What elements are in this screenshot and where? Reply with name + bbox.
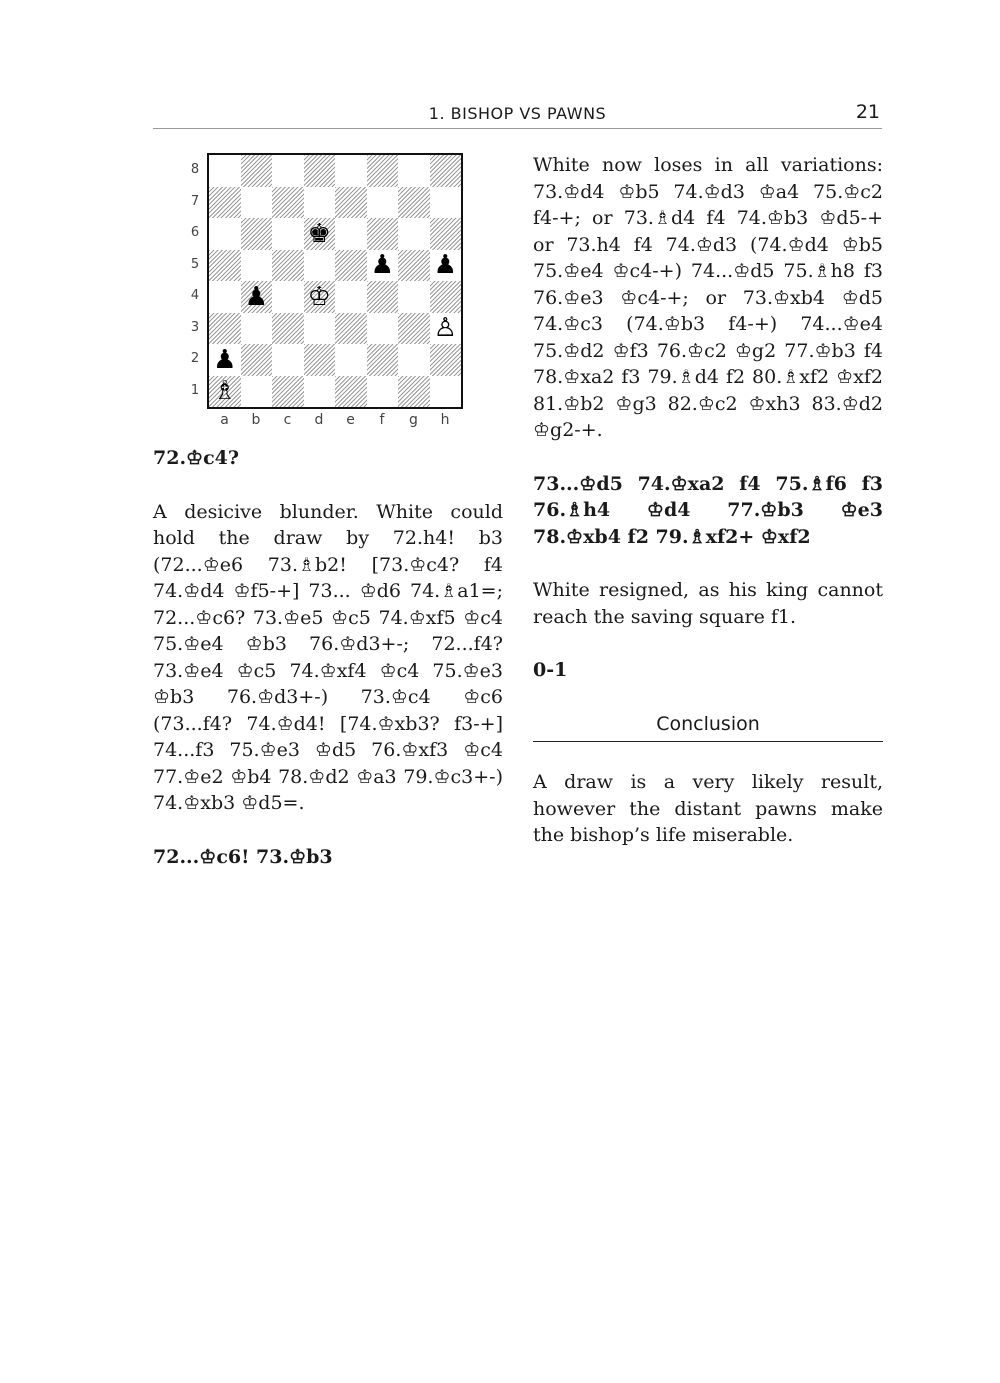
square-c7 (272, 187, 304, 219)
square-f6 (367, 218, 399, 250)
square-a1 (209, 376, 241, 408)
square-h8 (430, 155, 462, 187)
square-g1 (398, 376, 430, 408)
rank-label-8: 8 (190, 162, 200, 177)
square-d3 (304, 313, 336, 345)
square-e7 (335, 187, 367, 219)
piece-h5: ♟ (433, 250, 457, 281)
annotation-paragraph: A desicive blunder. White could hold the draw by 72.h4! b3 (72...♔e6 73.♗b2! [73.♔c4? f4 74.♔d4 ♔f5-+] 73... ♔d6 74.♗a1=; 72...♔c6? 73.♔e5 ♔c5 74.♔xf5 ♔c4 75.♔e4 ♔b3 76.♔d3+-; 72...f4? 73.♔e4 ♔c5 74.♔xf4 ♔c4 75.♔e3 ♔b3 76.♔d3+-) 73.♔c4 ♔c6 (73...f4? 74.♔d4! [74.♔xb3? f3-+] 74...f3 75.♔e3 ♔d5 76.♔xf3 ♔c4 77.♔e2 ♔b4 78.♔d2 ♔a3 79.♔c3+-) 74.♔xb3 ♔d5=. (153, 500, 503, 814)
square-g4 (398, 281, 430, 313)
square-c2 (272, 344, 304, 376)
rank-label-6: 6 (190, 225, 200, 240)
square-b7 (241, 187, 273, 219)
conclusion-text: A draw is a very likely result, however the distant pawns make the bishop’s life miserable. (533, 771, 883, 846)
rank-label-4: 4 (190, 288, 200, 303)
right-column (533, 152, 883, 849)
square-g3 (398, 313, 430, 345)
square-e8 (335, 155, 367, 187)
rank-label-3: 3 (190, 319, 200, 335)
piece-a2: ♟ (213, 344, 237, 375)
square-b5 (241, 250, 273, 282)
square-e3 (335, 313, 367, 345)
piece-f5: ♟ (370, 250, 394, 281)
main-line-moves: 73...♔d5 74.♔xa2 f4 75.♗f6 f3 76.♗h4 ♔d4 77.♔b3 ♔e3 78.♔xb4 f2 79.♗xf2+ ♔xf2 (533, 472, 883, 548)
square-f8 (367, 155, 399, 187)
square-h2 (430, 344, 462, 376)
square-f3 (367, 313, 399, 345)
file-label-g: g (409, 412, 418, 428)
file-label-c: c (283, 412, 292, 428)
square-d7 (304, 187, 336, 219)
move-72-black: 72...♔c6! 73.♔b3 (153, 845, 333, 868)
square-h6 (430, 218, 462, 250)
file-label-e: e (346, 412, 355, 428)
piece-d4: ♔ (307, 281, 331, 312)
page-number: 21 (855, 101, 880, 123)
piece-b4: ♟ (244, 281, 268, 312)
square-g8 (398, 155, 430, 187)
square-b2 (241, 344, 273, 376)
square-g6 (398, 218, 430, 250)
rank-label-2: 2 (190, 351, 200, 366)
piece-d6: ♚ (307, 218, 331, 249)
file-label-f: f (379, 412, 385, 428)
square-g5 (398, 250, 430, 282)
rank-label-1: 1 (190, 382, 200, 398)
square-d5 (304, 250, 336, 282)
square-f1 (367, 376, 399, 408)
square-b1 (241, 376, 273, 408)
square-a6 (209, 218, 241, 250)
square-f7 (367, 187, 399, 219)
square-c3 (272, 313, 304, 345)
file-label-h: h (440, 412, 450, 428)
square-b4 (241, 281, 273, 313)
square-c8 (272, 155, 304, 187)
file-label-b: b (251, 412, 261, 428)
file-label-d: d (314, 412, 324, 428)
square-d6 (304, 218, 336, 250)
square-d2 (304, 344, 336, 376)
square-d8 (304, 155, 336, 187)
square-a2 (209, 344, 241, 376)
square-e5 (335, 250, 367, 282)
square-h1 (430, 376, 462, 408)
square-c6 (272, 218, 304, 250)
square-e1 (335, 376, 367, 408)
square-e2 (335, 344, 367, 376)
square-d4 (304, 281, 336, 313)
square-b6 (241, 218, 273, 250)
square-a3 (209, 313, 241, 345)
square-c4 (272, 281, 304, 313)
square-b3 (241, 313, 273, 345)
move-72-white: 72.♔c4? (153, 447, 240, 469)
square-f5 (367, 250, 399, 282)
square-a5 (209, 250, 241, 282)
square-a4 (209, 281, 241, 313)
square-h4 (430, 281, 462, 313)
square-e6 (335, 218, 367, 250)
square-g7 (398, 187, 430, 219)
running-header (153, 100, 882, 129)
variations-paragraph: White now loses in all variations: 73.♔d4 ♔b5 74.♔d3 ♔a4 75.♔c2 f4-+; or 73.♗d4 f4 74.♔b3 ♔d5-+ or 73.h4 f4 74.♔d3 (74.♔d4 ♔b5 75.♔e4 ♔c4-+) 74...♔d5 75.♗h8 f3 76.♔e3 ♔c4-+; or 73.♔xb4 ♔d5 74.♔c3 (74.♔b3 f4-+) 74...♔e4 75.♔d2 ♔f3 76.♔c2 ♔g2 77.♔b3 f4 78.♔xa2 f3 79.♗d4 f2 80.♗xf2 ♔xf2 81.♔b2 ♔g3 82.♔c2 ♔xh3 83.♔d2 ♔g2-+. (533, 154, 883, 441)
square-c1 (272, 376, 304, 408)
square-d1 (304, 376, 336, 408)
square-h3 (430, 313, 462, 345)
chess-board (207, 153, 463, 409)
piece-h3: ♙ (433, 313, 457, 344)
square-a8 (209, 155, 241, 187)
square-h5 (430, 250, 462, 282)
square-e4 (335, 281, 367, 313)
square-a7 (209, 187, 241, 219)
chapter-title: 1. BISHOP VS PAWNS (428, 104, 607, 123)
square-g2 (398, 344, 430, 376)
square-h7 (430, 187, 462, 219)
piece-a1: ♗ (213, 376, 237, 407)
left-column (153, 445, 503, 870)
resignation-text: White resigned, as his king cannot reach the saving square f1. (533, 579, 883, 628)
game-result: 0-1 (533, 659, 568, 681)
square-f2 (367, 344, 399, 376)
square-b8 (241, 155, 273, 187)
file-label-a: a (220, 412, 229, 428)
rank-label-7: 7 (190, 193, 200, 209)
rank-label-5: 5 (190, 256, 200, 272)
conclusion-heading: Conclusion (533, 711, 883, 743)
square-f4 (367, 281, 399, 313)
chess-diagram (180, 150, 470, 435)
square-c5 (272, 250, 304, 282)
